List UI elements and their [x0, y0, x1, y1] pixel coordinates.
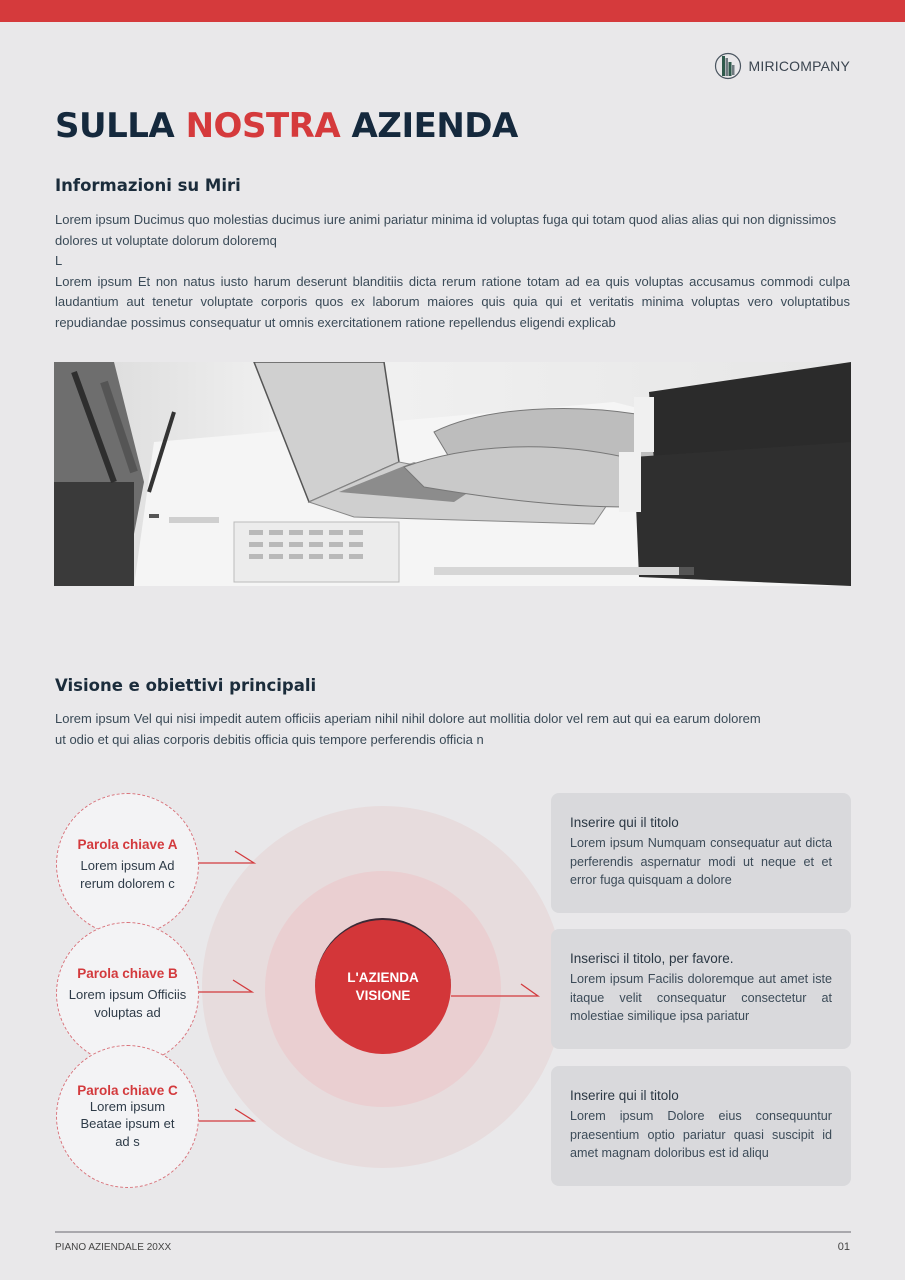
about-paragraph-1: Lorem ipsum Ducimus quo molestias ducimus iure animi pariatur minima id voluptas fuga qui totam quod alias alias qui non dignissimos dolores ut voluptate dolorum doloremq [55, 212, 837, 248]
keyword-title: Parola chiave C [77, 1082, 178, 1098]
arrow-keyword-c [199, 1109, 254, 1121]
keyword-circle-a [56, 793, 199, 936]
page-title [55, 106, 518, 146]
keyword-body: Lorem ipsum Beatae ipsum et ad s [80, 1098, 175, 1149]
page-number: 01 [837, 1241, 850, 1253]
card-title: Inserisci il titolo, per favore. [570, 951, 734, 966]
card-body: Lorem ipsum Numquam consequatur aut dicta perferendis aspernatur modi ut neque et et error fuga quisquam a dolore [570, 836, 832, 888]
title-part-3: AZIENDA [351, 106, 518, 146]
building-circle-icon [714, 52, 742, 80]
center-label-line-2: VISIONE [355, 988, 411, 1003]
about-paragraph-2: Lorem ipsum Et non natus iusto harum deserunt blanditiis dicta rerum ratione totam ad ea quis voluptas accusamus commodi culpa laudantium aut tenetur voluptate corporis quos ex laborum maiores quis quia qui et veritatis minima voluptas vero voluptatibus repudiandae possimus consequatur ut omnis exercitationem ratione repellendus eligendi explicab [55, 273, 850, 330]
top-accent-bar [0, 0, 905, 22]
footer-divider [55, 1231, 851, 1233]
card-body: Lorem ipsum Facilis doloremque aut amet iste itaque velit consequatur consectetur at molestiae similique ipsa pariatur [570, 972, 832, 1024]
footer-document-title: PIANO AZIENDALE 20XX [55, 1242, 172, 1253]
keyword-body: Lorem ipsum Officiis voluptas ad [68, 987, 187, 1020]
about-separator: L [55, 253, 63, 269]
vision-text [55, 709, 795, 750]
vision-paragraph-line-2: ut odio et qui alias corporis debitis officia quis tempore perferendis officia n [55, 731, 484, 747]
card-title: Inserire qui il titolo [570, 1088, 679, 1103]
arrow-keyword-a [199, 851, 254, 863]
keyword-title: Parola chiave B [77, 966, 178, 981]
arrow-core-to-card [451, 984, 538, 996]
vision-paragraph-line-1: Lorem ipsum Vel qui nisi impedit autem officiis aperiam nihil nihil dolore aut mollitia dolor vel rem aut qui ea earum dolorem [55, 711, 761, 726]
keyword-body: Lorem ipsum Ad rerum dolorem c [80, 858, 175, 891]
info-card-3 [551, 1066, 851, 1186]
keyword-circle-c [56, 1045, 199, 1188]
center-label-line-1: L'AZIENDA [347, 970, 419, 985]
title-part-1: SULLA [55, 106, 175, 146]
title-part-2-accent: NOSTRA [185, 106, 341, 146]
about-text [55, 210, 850, 334]
vision-diagram [0, 780, 905, 1200]
office-photo [54, 362, 851, 586]
laptop-typing-image [54, 362, 851, 586]
keyword-circle-b [56, 922, 199, 1065]
keyword-title: Parola chiave A [77, 837, 178, 852]
info-card-2 [551, 929, 851, 1049]
about-heading: Informazioni su Miri [55, 176, 241, 195]
company-logo [714, 52, 851, 80]
vision-heading: Visione e obiettivi principali [55, 676, 317, 695]
card-title: Inserire qui il titolo [570, 815, 679, 830]
card-body: Lorem ipsum Dolore eius consequuntur praesentium optio pariatur quasi suscipit id amet magnam doloribus est id aliqu [570, 1109, 832, 1161]
center-circle [315, 918, 451, 1054]
arrow-keyword-b [199, 980, 252, 992]
company-name: MIRICOMPANY [748, 58, 850, 74]
info-card-1 [551, 793, 851, 913]
